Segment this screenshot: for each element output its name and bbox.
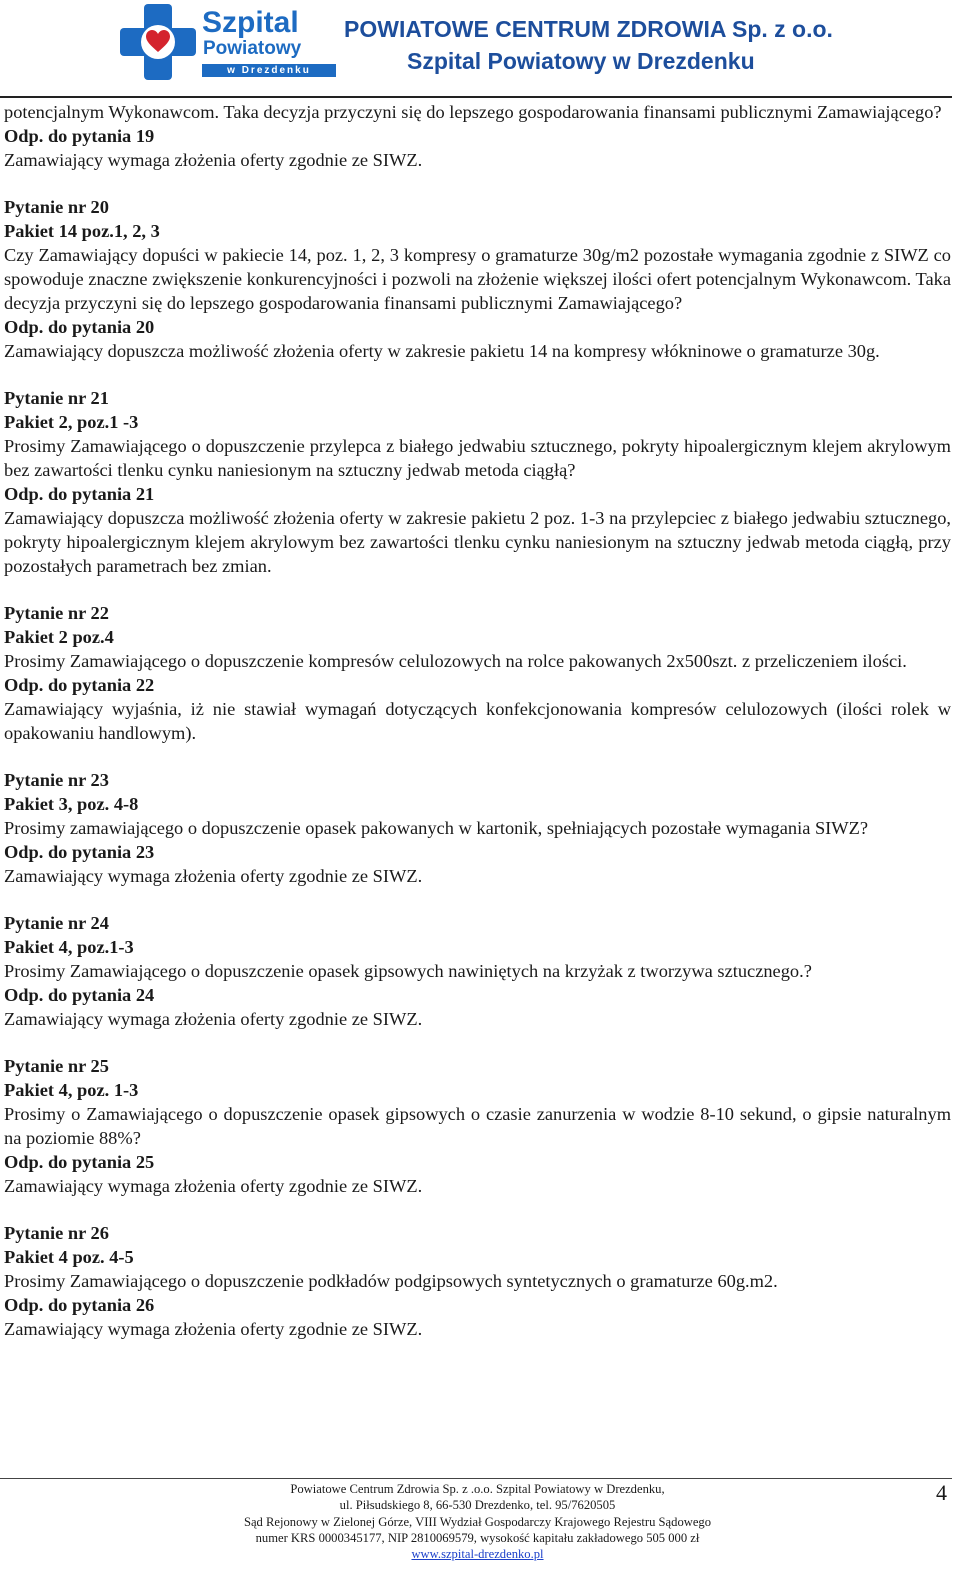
question-text: Czy Zamawiający dopuści w pakiecie 14, poz. 1, 2, 3 kompresy o gramaturze 30g/m2 pozostałe wymagania zgodnie z SIWZ co spowoduje znaczne zwiększenie konkurencyjności i pozwoli na złożenie większej ilości ofert potencjalnym Wykonawcom. Taka decyzja przyczyni się do lepszego gospodarowania finansami publicznymi Zamawiającego? bbox=[4, 245, 951, 313]
footer-court: Sąd Rejonowy w Zielonej Górze, VIII Wydział Gospodarczy Krajowego Rejestru Sądowego bbox=[243, 1514, 712, 1529]
logo-word-powiatowy: Powiatowy bbox=[203, 38, 302, 59]
answer-text: Zamawiający wymaga złożenia oferty zgodnie ze SIWZ. bbox=[4, 150, 423, 170]
answer-heading: Odp. do pytania 23 bbox=[4, 842, 155, 862]
question-text: Prosimy o Zamawiającego o dopuszczenie opasek gipsowych o czasie zanurzenia w wodzie 8-10 sekund, o gipsie naturalnym na poziomie 88%? bbox=[4, 1104, 951, 1148]
package-reference: Pakiet 4, poz.1-3 bbox=[4, 937, 134, 957]
package-reference: Pakiet 4, poz. 1-3 bbox=[4, 1080, 139, 1100]
question-block-19 bbox=[4, 100, 951, 172]
question-block-26 bbox=[4, 1221, 951, 1341]
package-reference: Pakiet 3, poz. 4-8 bbox=[4, 794, 139, 814]
answer-text: Zamawiający wyjaśnia, iż nie stawiał wymagań dotyczących konfekcjonowania kompresów celulozowych (ilości rolek w opakowaniu handlowym). bbox=[4, 699, 951, 743]
question-block-23 bbox=[4, 768, 951, 888]
question-heading: Pytanie nr 24 bbox=[4, 913, 109, 933]
logo-word-szpital: Szpital bbox=[202, 6, 299, 39]
footer-address: ul. Piłsudskiego 8, 66-530 Drezdenko, tel. 95/7620505 bbox=[339, 1498, 616, 1513]
logo-text bbox=[202, 8, 336, 77]
page-number: 4 bbox=[936, 1480, 947, 1505]
answer-heading: Odp. do pytania 24 bbox=[4, 985, 155, 1005]
question-text: Prosimy Zamawiającego o dopuszczenie przylepca z białego jedwabiu sztucznego, pokryty hipoalergicznym klejem akrylowym bez zawartości tlenku cynku naniesionym na sztuczny jedwab metoda ciągłą? bbox=[4, 436, 951, 480]
package-reference: Pakiet 14 poz.1, 2, 3 bbox=[4, 221, 160, 241]
answer-heading: Odp. do pytania 20 bbox=[4, 317, 155, 337]
question-heading: Pytanie nr 25 bbox=[4, 1056, 109, 1076]
question-heading: Pytanie nr 26 bbox=[4, 1223, 109, 1243]
question-block-24 bbox=[4, 911, 951, 1031]
answer-heading: Odp. do pytania 19 bbox=[4, 126, 155, 146]
question-block-22 bbox=[4, 601, 951, 745]
document-body bbox=[4, 100, 951, 1341]
package-reference: Pakiet 4 poz. 4-5 bbox=[4, 1247, 134, 1267]
question-heading: Pytanie nr 23 bbox=[4, 770, 109, 790]
question-text: Prosimy Zamawiającego o dopuszczenie podkładów podgipsowych syntetycznych o gramaturze 60g.m2. bbox=[4, 1271, 778, 1291]
footer-divider bbox=[0, 1478, 952, 1479]
question-block-20 bbox=[4, 195, 951, 363]
question-heading: Pytanie nr 21 bbox=[4, 388, 109, 408]
footer-registration: numer KRS 0000345177, NIP 2810069579, wysokość kapitału zakładowego 505 000 zł bbox=[255, 1530, 700, 1545]
question-text: Prosimy Zamawiającego o dopuszczenie opasek gipsowych nawiniętych na krzyżak z tworzywa sztucznego.? bbox=[4, 961, 812, 981]
answer-text: Zamawiający dopuszcza możliwość złożenia oferty w zakresie pakietu 14 na kompresy włókninowe o gramaturze 30g. bbox=[4, 341, 880, 361]
question-text-continued: potencjalnym Wykonawcom. Taka decyzja przyczyni się do lepszego gospodarowania finansami publicznymi Zamawiającego? bbox=[4, 102, 942, 122]
cross-heart-icon bbox=[120, 4, 196, 80]
organization-subtitle: Szpital Powiatowy w Drezdenku bbox=[407, 48, 755, 74]
page-header bbox=[0, 0, 960, 100]
answer-heading: Odp. do pytania 22 bbox=[4, 675, 155, 695]
logo-word-drezdenko: w Drezdenku bbox=[202, 64, 336, 77]
answer-text: Zamawiający wymaga złożenia oferty zgodnie ze SIWZ. bbox=[4, 1009, 423, 1029]
answer-text: Zamawiający wymaga złożenia oferty zgodnie ze SIWZ. bbox=[4, 1176, 423, 1196]
answer-heading: Odp. do pytania 26 bbox=[4, 1295, 155, 1315]
question-text: Prosimy zamawiającego o dopuszczenie opasek pakowanych w kartonik, spełniających pozostałe wymagania SIWZ? bbox=[4, 818, 869, 838]
footer-website-link[interactable]: www.szpital-drezdenko.pl bbox=[411, 1547, 544, 1562]
question-block-21 bbox=[4, 386, 951, 578]
question-heading: Pytanie nr 20 bbox=[4, 197, 109, 217]
answer-heading: Odp. do pytania 21 bbox=[4, 484, 155, 504]
package-reference: Pakiet 2 poz.4 bbox=[4, 627, 114, 647]
package-reference: Pakiet 2, poz.1 -3 bbox=[4, 412, 139, 432]
answer-heading: Odp. do pytania 25 bbox=[4, 1152, 155, 1172]
header-divider bbox=[0, 96, 952, 98]
question-heading: Pytanie nr 22 bbox=[4, 603, 109, 623]
question-block-25 bbox=[4, 1054, 951, 1198]
answer-text: Zamawiający dopuszcza możliwość złożenia oferty w zakresie pakietu 2 poz. 1-3 na przylepciec z białego jedwabiu sztucznego, pokryty hipoalergicznym klejem akrylowym bez zawartości tlenku cynku naniesionym na sztuczny jedwab metoda ciągłą, przy pozostałych parametrach bez zmian. bbox=[4, 508, 951, 576]
organization-name: POWIATOWE CENTRUM ZDROWIA Sp. z o.o. bbox=[344, 16, 833, 42]
question-text: Prosimy Zamawiającego o dopuszczenie kompresów celulozowych na rolce pakowanych 2x500szt. z przeliczeniem ilości. bbox=[4, 651, 907, 671]
hospital-logo bbox=[120, 4, 316, 80]
answer-text: Zamawiający wymaga złożenia oferty zgodnie ze SIWZ. bbox=[4, 866, 423, 886]
page-footer bbox=[200, 1481, 755, 1562]
answer-text: Zamawiający wymaga złożenia oferty zgodnie ze SIWZ. bbox=[4, 1319, 423, 1339]
footer-company: Powiatowe Centrum Zdrowia Sp. z .o.o. Szpital Powiatowy w Drezdenku, bbox=[290, 1482, 665, 1496]
